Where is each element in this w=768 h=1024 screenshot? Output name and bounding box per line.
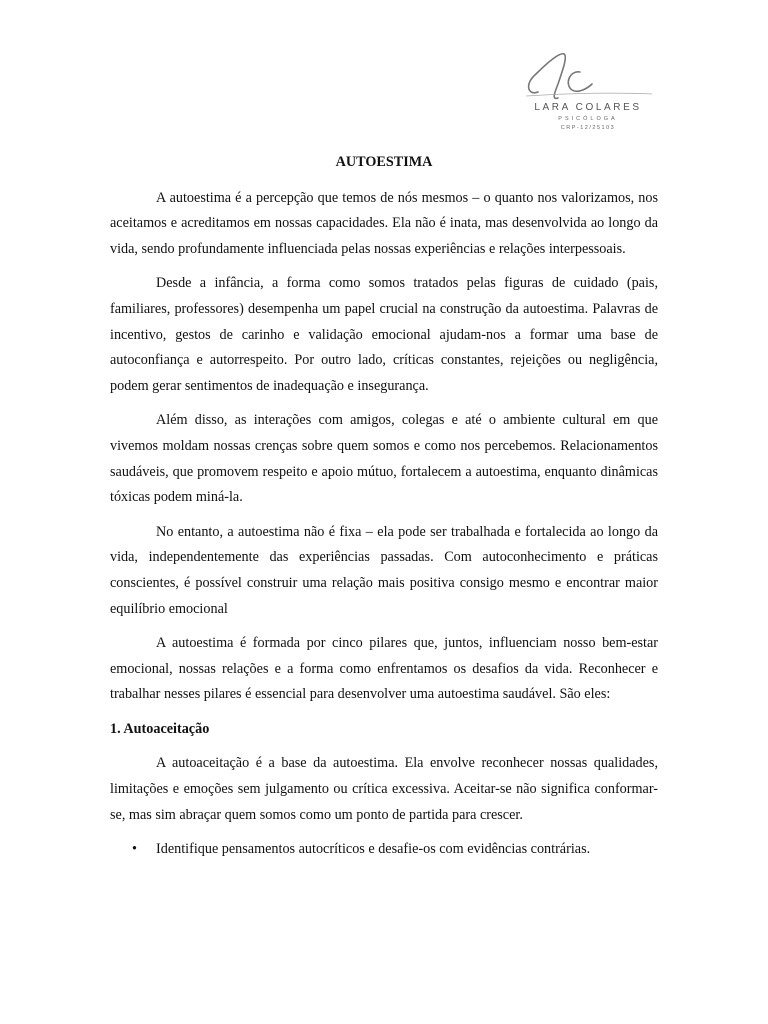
paragraph-4: No entanto, a autoestima não é fixa – ela pode ser trabalhada e fortalecida ao longo da vida, independentemente das experiências passadas. Com autoconhecimento e práticas conscientes, é possível construir uma relação mais positiva consigo mesmo e encontrar maior equilíbrio emocional bbox=[110, 523, 658, 617]
list-item-text: Identifique pensamentos autocríticos e desafie-os com evidências contrárias. bbox=[156, 841, 591, 858]
section-heading-autoaceitacao: 1. Autoaceitação bbox=[110, 720, 210, 737]
bullet-icon: • bbox=[132, 841, 137, 858]
paragraph-2: Desde a infância, a forma como somos tratados pelas figuras de cuidado (pais, familiares, professores) desempenha um papel crucial na construção da autoestima. Palavras de incentivo, gestos de carinho e validação emocional ajudam-nos a formar uma base de autoconfiança e autorrespeito. Por outro lado, críticas constantes, rejeições ou negligência, podem gerar sentimentos de inadequação e insegurança. bbox=[110, 275, 658, 394]
logo-role: PSICÓLOGA bbox=[558, 116, 618, 122]
logo-crp: CRP-12/25103 bbox=[560, 125, 616, 131]
paragraph-5: A autoestima é formada por cinco pilares que, juntos, influenciam nosso bem-estar emocional, nossas relações e a forma como enfrentamos os desafios da vida. Reconhecer e trabalhar nesses pilares é essencial para desenvolver uma autoestima saudável. São eles: bbox=[110, 635, 658, 703]
psychologist-logo bbox=[518, 44, 658, 136]
paragraph-1: A autoestima é a percepção que temos de nós mesmos – o quanto nos valorizamos, nos aceitamos e acreditamos em nossas capacidades. Ela não é inata, mas desenvolvida ao longo da vida, sendo profundamente influenciada pelas nossas experiências e relações interpessoais. bbox=[110, 189, 658, 257]
logo-name: LARA COLARES bbox=[534, 102, 642, 113]
list-item bbox=[132, 837, 658, 863]
document-body bbox=[110, 150, 658, 863]
section-paragraph: A autoaceitação é a base da autoestima. Ela envolve reconhecer nossas qualidades, limitações e emoções sem julgamento ou crítica excessiva. Aceitar-se não significa conformar-se, mas sim abraçar quem somos como um ponto de partida para crescer. bbox=[110, 755, 658, 823]
bullet-list bbox=[110, 837, 658, 863]
paragraph-3: Além disso, as interações com amigos, colegas e até o ambiente cultural em que vivemos moldam nossas crenças sobre quem somos e como nos percebemos. Relacionamentos saudáveis, que promovem respeito e apoio mútuo, fortalecem a autoestima, enquanto dinâmicas tóxicas podem miná-la. bbox=[110, 412, 658, 506]
document-title: AUTOESTIMA bbox=[335, 154, 433, 170]
